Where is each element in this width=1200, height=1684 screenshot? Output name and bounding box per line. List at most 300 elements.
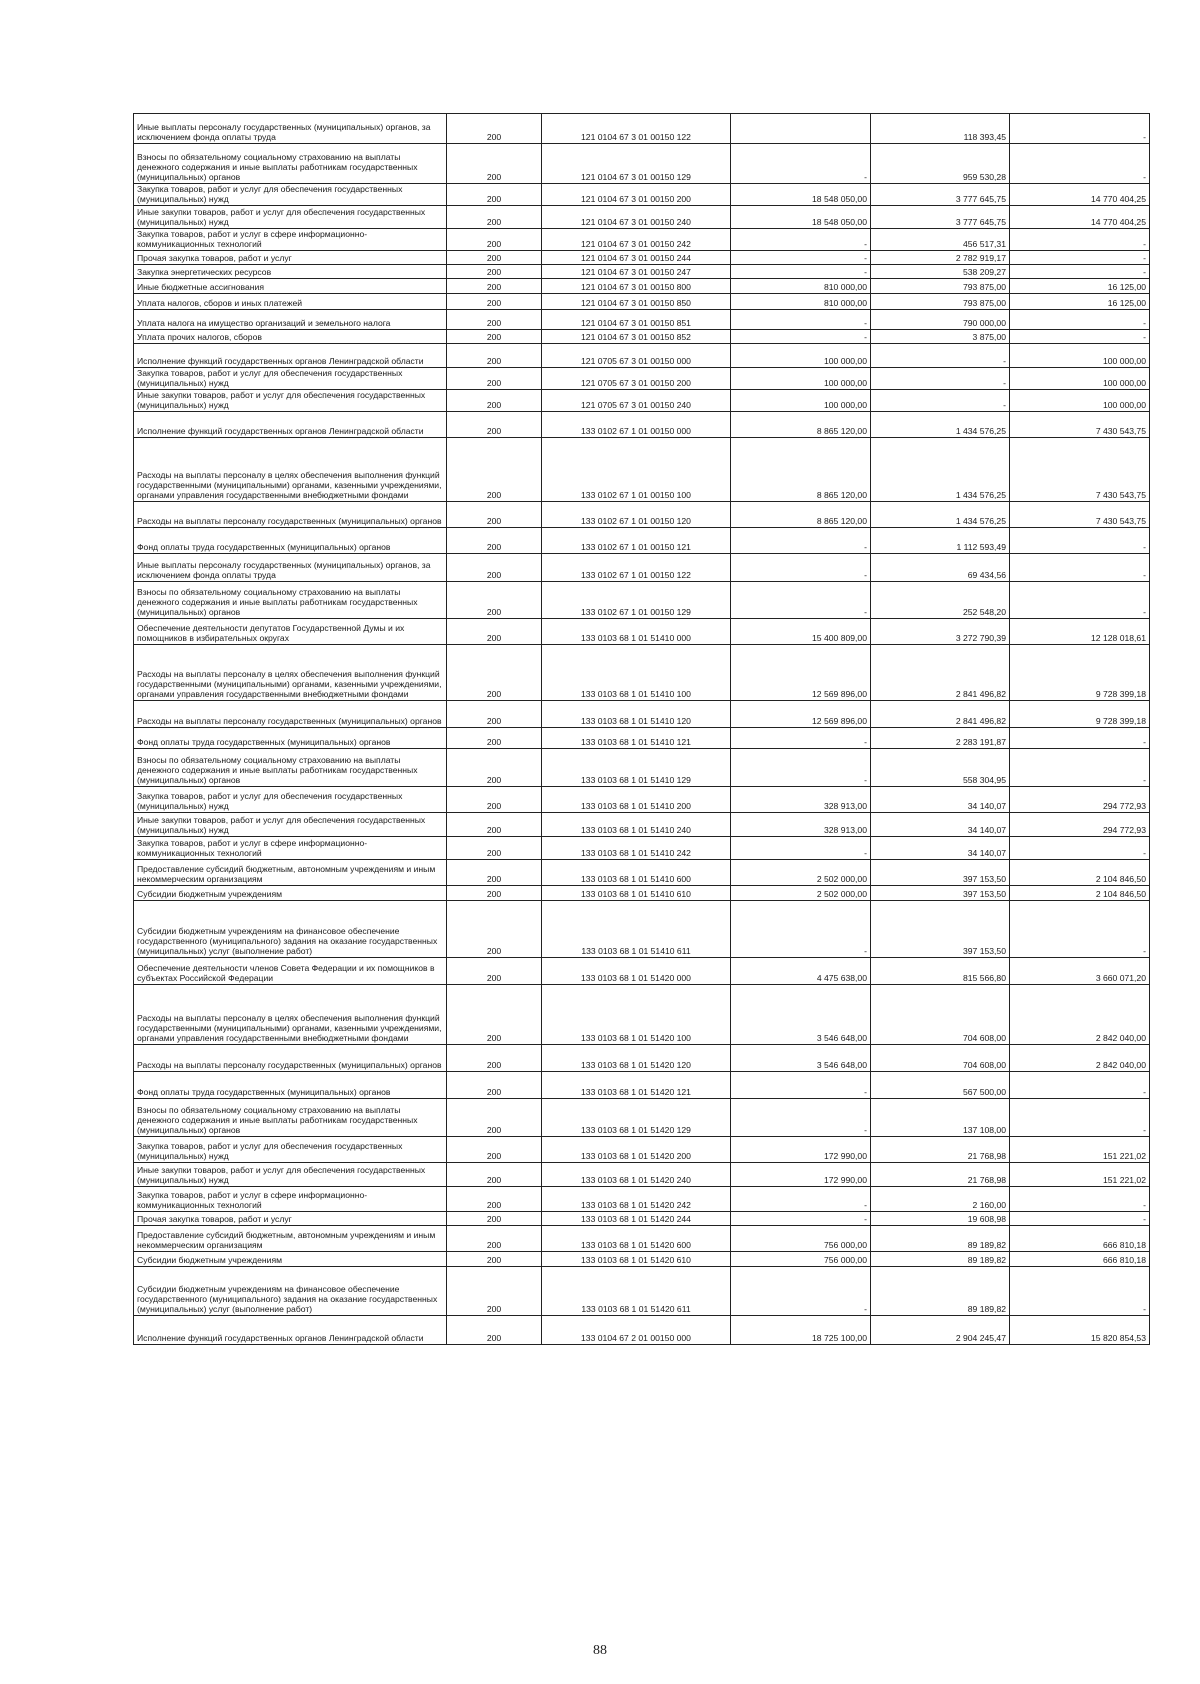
row-unexecuted-amount-text: 2 104 846,50 [1095, 889, 1146, 899]
row-line-code [447, 1137, 542, 1162]
row-executed-amount [871, 619, 1010, 644]
row-name [134, 368, 447, 389]
row-budget-code [542, 645, 731, 700]
row-line-code-text: 200 [486, 946, 502, 956]
row-executed-amount-text: 704 608,00 [962, 1060, 1006, 1070]
table-row [134, 229, 1150, 251]
row-budget-code [542, 438, 731, 501]
row-executed-amount [871, 1226, 1010, 1251]
row-executed-amount [871, 837, 1010, 859]
row-line-code-text: 200 [486, 716, 502, 726]
row-approved-amount [731, 184, 871, 205]
row-line-code-text: 200 [486, 1125, 502, 1135]
row-budget-code-text: 133 0103 68 1 01 51420 121 [581, 1087, 691, 1097]
row-unexecuted-amount [1010, 728, 1150, 748]
row-approved-amount-text: 328 913,00 [823, 801, 867, 811]
row-name-text: Взносы по обязательному социальному страхованию на выплаты денежного содержания и иные выплаты работникам государственных (муниципальных) органов [137, 1105, 418, 1135]
row-unexecuted-amount-text: 294 772,93 [1102, 825, 1146, 835]
row-budget-code-text: 133 0103 68 1 01 51410 000 [581, 633, 691, 643]
table-row [134, 528, 1150, 554]
row-approved-amount [731, 813, 871, 836]
row-executed-amount [871, 701, 1010, 727]
row-budget-code [542, 1226, 731, 1251]
row-approved-amount [731, 310, 871, 329]
row-name-text: Прочая закупка товаров, работ и услуг [137, 1214, 292, 1224]
row-budget-code-text: 121 0104 67 3 01 00150 247 [581, 267, 691, 277]
table-row [134, 813, 1150, 837]
row-unexecuted-amount-text: 151 221,02 [1102, 1151, 1146, 1161]
row-executed-amount-text: 1 112 593,49 [956, 542, 1006, 552]
row-name-text: Расходы на выплаты персоналу государственных (муниципальных) органов [137, 716, 442, 726]
row-budget-code-text: 133 0103 68 1 01 51420 610 [581, 1255, 691, 1265]
row-executed-amount [871, 813, 1010, 836]
row-line-code [447, 1226, 542, 1251]
row-budget-code [542, 368, 731, 389]
row-budget-code [542, 749, 731, 786]
row-line-code [447, 294, 542, 309]
row-name [134, 528, 447, 553]
row-unexecuted-amount [1010, 1187, 1150, 1211]
row-approved-amount-text: 810 000,00 [823, 282, 867, 292]
row-unexecuted-amount [1010, 251, 1150, 264]
row-line-code-text: 200 [486, 1304, 502, 1314]
row-unexecuted-amount [1010, 787, 1150, 812]
row-line-code [447, 1252, 542, 1266]
row-executed-amount [871, 294, 1010, 309]
row-line-code-text: 200 [486, 570, 502, 580]
row-name-text: Фонд оплаты труда государственных (муниципальных) органов [137, 1087, 391, 1097]
row-name [134, 1045, 447, 1071]
row-executed-amount-text: 21 768,98 [967, 1175, 1006, 1185]
table-row [134, 1045, 1150, 1072]
row-name [134, 1137, 447, 1162]
row-approved-amount [731, 1187, 871, 1211]
row-approved-amount [731, 554, 871, 581]
row-approved-amount-text: - [864, 1200, 867, 1210]
row-unexecuted-amount [1010, 749, 1150, 786]
row-line-code [447, 1267, 542, 1315]
row-unexecuted-amount-text: - [1143, 607, 1146, 617]
row-unexecuted-amount [1010, 344, 1150, 367]
row-executed-amount-text: 793 875,00 [962, 298, 1006, 308]
row-line-code-text: 200 [486, 239, 502, 249]
row-name [134, 206, 447, 228]
row-executed-amount-text: 2 160,00 [972, 1200, 1006, 1210]
row-budget-code [542, 1137, 731, 1162]
row-budget-code-text: 133 0102 67 1 01 00150 122 [581, 570, 691, 580]
table-row [134, 728, 1150, 749]
row-unexecuted-amount-text: 14 770 404,25 [1091, 217, 1146, 227]
row-budget-code-text: 121 0104 67 3 01 00150 242 [581, 239, 691, 249]
row-budget-code [542, 1212, 731, 1225]
row-budget-code [542, 1316, 731, 1344]
row-line-code [447, 438, 542, 501]
row-name-text: Закупка товаров, работ и услуг для обеспечения государственных (муниципальных) нужд [137, 368, 403, 388]
row-approved-amount [731, 1099, 871, 1136]
row-line-code-text: 200 [486, 400, 502, 410]
budget-execution-table [133, 113, 1150, 1345]
row-budget-code-text: 133 0103 68 1 01 51410 611 [581, 946, 691, 956]
row-executed-amount [871, 368, 1010, 389]
row-executed-amount [871, 985, 1010, 1044]
row-line-code [447, 701, 542, 727]
table-row [134, 554, 1150, 582]
row-name [134, 749, 447, 786]
row-budget-code-text: 133 0103 68 1 01 51410 120 [581, 716, 691, 726]
row-line-code [447, 787, 542, 812]
row-approved-amount-text: 810 000,00 [823, 298, 867, 308]
row-unexecuted-amount [1010, 390, 1150, 411]
table-row [134, 184, 1150, 206]
row-approved-amount [731, 144, 871, 183]
row-approved-amount-text: 100 000,00 [823, 356, 867, 366]
row-line-code-text: 200 [486, 775, 502, 785]
row-executed-amount [871, 728, 1010, 748]
row-budget-code-text: 133 0102 67 1 01 00150 121 [581, 542, 691, 552]
row-line-code-text: 200 [486, 1060, 502, 1070]
row-executed-amount-text: - [1003, 378, 1006, 388]
row-approved-amount [731, 368, 871, 389]
row-unexecuted-amount-text: 14 770 404,25 [1091, 194, 1146, 204]
row-approved-amount [731, 438, 871, 501]
row-approved-amount-text: 18 548 050,00 [812, 217, 867, 227]
row-name-text: Расходы на выплаты персоналу в целях обеспечения выполнения функций государственными (муниципальными) органами, казенными учреждениями, органами управления государственными внебюджетными фондами [137, 669, 442, 699]
row-unexecuted-amount [1010, 330, 1150, 343]
row-approved-amount [731, 958, 871, 984]
row-line-code-text: 200 [486, 426, 502, 436]
row-name-text: Иные закупки товаров, работ и услуг для обеспечения государственных (муниципальных) нужд [137, 1165, 426, 1185]
row-line-code [447, 554, 542, 581]
row-name-text: Иные выплаты персоналу государственных (муниципальных) органов, за исключением фонда оплаты труда [137, 122, 431, 142]
row-approved-amount [731, 582, 871, 618]
table-row [134, 1099, 1150, 1137]
row-budget-code-text: 121 0705 67 3 01 00150 240 [581, 400, 691, 410]
row-budget-code [542, 114, 731, 143]
row-unexecuted-amount [1010, 279, 1150, 293]
row-name [134, 837, 447, 859]
row-budget-code-text: 121 0104 67 3 01 00150 122 [581, 132, 691, 142]
row-line-code [447, 901, 542, 957]
table-row [134, 985, 1150, 1045]
row-approved-amount [731, 1226, 871, 1251]
row-unexecuted-amount-text: - [1143, 172, 1146, 182]
row-line-code-text: 200 [486, 1240, 502, 1250]
row-name [134, 1252, 447, 1266]
row-name [134, 860, 447, 885]
row-budget-code-text: 133 0103 68 1 01 51420 600 [581, 1240, 691, 1250]
table-row [134, 958, 1150, 985]
row-unexecuted-amount [1010, 229, 1150, 250]
row-line-code [447, 645, 542, 700]
row-approved-amount-text: - [864, 253, 867, 263]
row-approved-amount-text: 100 000,00 [823, 378, 867, 388]
row-unexecuted-amount-text: - [1143, 946, 1146, 956]
row-name-text: Взносы по обязательному социальному страхованию на выплаты денежного содержания и иные выплаты работникам государственных (муниципальных) органов [137, 152, 418, 182]
row-line-code [447, 619, 542, 644]
row-name [134, 310, 447, 329]
row-approved-amount [731, 985, 871, 1044]
row-executed-amount-text: 89 189,82 [967, 1304, 1006, 1314]
table-row [134, 886, 1150, 901]
row-name [134, 502, 447, 527]
row-budget-code [542, 582, 731, 618]
row-executed-amount [871, 206, 1010, 228]
row-line-code-text: 200 [486, 490, 502, 500]
row-executed-amount [871, 1187, 1010, 1211]
row-approved-amount-text: 2 502 000,00 [816, 889, 867, 899]
row-unexecuted-amount [1010, 582, 1150, 618]
row-approved-amount [731, 749, 871, 786]
row-name-text: Субсидии бюджетным учреждениям на финансовое обеспечение государственного (муниципального) задания на оказание государственных (муниципальных) услуг (выполнение работ) [137, 1284, 438, 1314]
row-executed-amount-text: 137 108,00 [962, 1125, 1006, 1135]
row-unexecuted-amount-text: - [1143, 1125, 1146, 1135]
table-row [134, 279, 1150, 294]
row-unexecuted-amount-text: - [1143, 570, 1146, 580]
row-budget-code-text: 133 0103 68 1 01 51420 000 [581, 973, 691, 983]
row-unexecuted-amount-text: 9 728 399,18 [1095, 689, 1146, 699]
row-line-code-text: 200 [486, 607, 502, 617]
row-approved-amount-text: 18 548 050,00 [812, 194, 867, 204]
row-budget-code [542, 1045, 731, 1071]
row-executed-amount [871, 184, 1010, 205]
row-line-code [447, 582, 542, 618]
row-approved-amount [731, 1072, 871, 1098]
row-budget-code-text: 133 0103 68 1 01 51420 244 [581, 1214, 691, 1224]
table-row [134, 114, 1150, 144]
table-row [134, 749, 1150, 787]
page-number: 88 [593, 1643, 607, 1658]
row-executed-amount [871, 1137, 1010, 1162]
row-approved-amount [731, 279, 871, 293]
row-line-code [447, 1187, 542, 1211]
row-approved-amount-text: - [864, 737, 867, 747]
row-unexecuted-amount-text: 100 000,00 [1102, 400, 1146, 410]
row-name [134, 787, 447, 812]
row-budget-code [542, 1163, 731, 1186]
row-executed-amount-text: 3 777 645,75 [955, 217, 1006, 227]
row-name [134, 1163, 447, 1186]
row-executed-amount-text: 3 272 790,39 [955, 633, 1006, 643]
row-executed-amount [871, 344, 1010, 367]
row-budget-code-text: 121 0104 67 3 01 00150 244 [581, 253, 691, 263]
row-executed-amount-text: 397 153,50 [962, 946, 1006, 956]
row-line-code-text: 200 [486, 737, 502, 747]
row-name [134, 554, 447, 581]
row-line-code [447, 985, 542, 1044]
row-approved-amount [731, 502, 871, 527]
row-unexecuted-amount-text: - [1143, 737, 1146, 747]
row-line-code-text: 200 [486, 217, 502, 227]
row-name-text: Иные закупки товаров, работ и услуг для обеспечения государственных (муниципальных) нужд [137, 207, 426, 227]
row-budget-code [542, 1187, 731, 1211]
row-name-text: Уплата налогов, сборов и иных платежей [137, 298, 303, 308]
row-name [134, 184, 447, 205]
row-line-code-text: 200 [486, 1175, 502, 1185]
row-approved-amount [731, 901, 871, 957]
row-approved-amount-text: 2 502 000,00 [816, 874, 867, 884]
row-line-code [447, 251, 542, 264]
row-name-text: Иные выплаты персоналу государственных (муниципальных) органов, за исключением фонда оплаты труда [137, 560, 431, 580]
row-unexecuted-amount [1010, 206, 1150, 228]
row-budget-code-text: 133 0102 67 1 01 00150 000 [581, 426, 691, 436]
row-budget-code-text: 133 0103 68 1 01 51420 200 [581, 1151, 691, 1161]
row-executed-amount-text: 456 517,31 [962, 239, 1006, 249]
row-unexecuted-amount-text: 7 430 543,75 [1095, 426, 1146, 436]
row-executed-amount [871, 860, 1010, 885]
row-name-text: Взносы по обязательному социальному страхованию на выплаты денежного содержания и иные выплаты работникам государственных (муниципальных) органов [137, 755, 418, 785]
row-name [134, 1226, 447, 1251]
row-line-code [447, 344, 542, 367]
row-budget-code [542, 958, 731, 984]
row-unexecuted-amount [1010, 645, 1150, 700]
row-approved-amount-text: - [864, 1125, 867, 1135]
row-line-code [447, 1099, 542, 1136]
row-budget-code-text: 121 0104 67 3 01 00150 800 [581, 282, 691, 292]
table-row [134, 1212, 1150, 1226]
row-name [134, 1099, 447, 1136]
row-unexecuted-amount-text: 151 221,02 [1102, 1175, 1146, 1185]
row-line-code [447, 502, 542, 527]
row-unexecuted-amount-text: 16 125,00 [1107, 298, 1146, 308]
row-unexecuted-amount-text: 7 430 543,75 [1095, 490, 1146, 500]
row-executed-amount-text: 89 189,82 [967, 1240, 1006, 1250]
row-approved-amount-text: 8 865 120,00 [816, 426, 867, 436]
row-budget-code-text: 133 0103 68 1 01 51420 120 [581, 1060, 691, 1070]
row-budget-code [542, 528, 731, 553]
row-line-code-text: 200 [486, 689, 502, 699]
row-approved-amount [731, 728, 871, 748]
row-unexecuted-amount [1010, 958, 1150, 984]
row-line-code [447, 1045, 542, 1071]
row-line-code-text: 200 [486, 889, 502, 899]
row-approved-amount-text: - [864, 332, 867, 342]
row-executed-amount [871, 251, 1010, 264]
row-executed-amount-text: 790 000,00 [962, 318, 1006, 328]
row-budget-code [542, 901, 731, 957]
row-line-code [447, 144, 542, 183]
row-budget-code-text: 121 0104 67 3 01 00150 852 [581, 332, 691, 342]
row-unexecuted-amount-text: 666 810,18 [1102, 1240, 1146, 1250]
row-budget-code-text: 133 0103 68 1 01 51410 200 [581, 801, 691, 811]
row-approved-amount-text: - [864, 172, 867, 182]
row-unexecuted-amount-text: 15 820 854,53 [1091, 1333, 1146, 1343]
row-approved-amount-text: - [864, 318, 867, 328]
row-unexecuted-amount [1010, 184, 1150, 205]
row-approved-amount [731, 1316, 871, 1344]
row-name [134, 958, 447, 984]
row-executed-amount [871, 310, 1010, 329]
row-unexecuted-amount-text: - [1143, 1304, 1146, 1314]
row-name-text: Исполнение функций государственных органов Ленинградской области [137, 356, 424, 366]
row-executed-amount [871, 1316, 1010, 1344]
row-unexecuted-amount-text: 12 128 018,61 [1091, 633, 1146, 643]
row-executed-amount-text: 2 841 496,82 [955, 689, 1006, 699]
row-budget-code [542, 310, 731, 329]
row-executed-amount-text: 558 304,95 [962, 775, 1006, 785]
row-name-text: Исполнение функций государственных органов Ленинградской области [137, 426, 424, 436]
row-unexecuted-amount-text: 2 842 040,00 [1095, 1060, 1146, 1070]
row-name [134, 1212, 447, 1225]
row-unexecuted-amount [1010, 1252, 1150, 1266]
row-line-code [447, 330, 542, 343]
row-approved-amount [731, 1267, 871, 1315]
row-budget-code-text: 121 0104 67 3 01 00150 851 [581, 318, 691, 328]
row-executed-amount [871, 1267, 1010, 1315]
row-name [134, 114, 447, 143]
row-budget-code-text: 133 0102 67 1 01 00150 100 [581, 490, 691, 500]
row-budget-code-text: 133 0103 68 1 01 51410 242 [581, 848, 691, 858]
row-executed-amount-text: 118 393,45 [963, 132, 1006, 142]
table-row [134, 206, 1150, 229]
row-line-code [447, 184, 542, 205]
row-line-code-text: 200 [486, 356, 502, 366]
row-line-code [447, 958, 542, 984]
row-line-code [447, 368, 542, 389]
row-line-code-text: 200 [486, 318, 502, 328]
row-budget-code [542, 229, 731, 250]
row-approved-amount [731, 114, 871, 143]
row-line-code [447, 1163, 542, 1186]
row-executed-amount [871, 229, 1010, 250]
row-budget-code-text: 121 0104 67 3 01 00150 240 [581, 217, 691, 227]
row-name-text: Закупка товаров, работ и услуг для обеспечения государственных (муниципальных) нужд [137, 791, 403, 811]
row-line-code [447, 279, 542, 293]
row-unexecuted-amount [1010, 265, 1150, 278]
row-name [134, 728, 447, 748]
row-line-code-text: 200 [486, 172, 502, 182]
row-unexecuted-amount [1010, 860, 1150, 885]
table-row [134, 1163, 1150, 1187]
row-name-text: Исполнение функций государственных органов Ленинградской области [137, 1333, 424, 1343]
row-unexecuted-amount-text: - [1143, 1214, 1146, 1224]
row-approved-amount-text: 756 000,00 [823, 1240, 867, 1250]
row-budget-code [542, 330, 731, 343]
row-name [134, 412, 447, 437]
row-executed-amount-text: 89 189,82 [967, 1255, 1006, 1265]
row-name-text: Расходы на выплаты персоналу государственных (муниципальных) органов [137, 516, 442, 526]
row-name-text: Субсидии бюджетным учреждениям [137, 1255, 283, 1265]
row-name-text: Иные закупки товаров, работ и услуг для обеспечения государственных (муниципальных) нужд [137, 390, 426, 410]
row-name [134, 251, 447, 264]
row-budget-code [542, 279, 731, 293]
row-approved-amount [731, 645, 871, 700]
row-approved-amount [731, 330, 871, 343]
row-name-text: Прочая закупка товаров, работ и услуг [137, 253, 292, 263]
row-approved-amount [731, 837, 871, 859]
row-executed-amount [871, 1212, 1010, 1225]
row-unexecuted-amount [1010, 294, 1150, 309]
row-name-text: Уплата прочих налогов, сборов [137, 332, 262, 342]
row-unexecuted-amount [1010, 813, 1150, 836]
row-executed-amount-text: 3 875,00 [972, 332, 1006, 342]
row-budget-code-text: 121 0104 67 3 01 00150 200 [581, 194, 691, 204]
table-row [134, 344, 1150, 368]
row-line-code-text: 200 [486, 633, 502, 643]
row-unexecuted-amount [1010, 310, 1150, 329]
row-budget-code [542, 985, 731, 1044]
row-line-code [447, 1072, 542, 1098]
row-line-code [447, 114, 542, 143]
row-budget-code-text: 133 0103 68 1 01 51410 610 [581, 889, 691, 899]
row-budget-code [542, 787, 731, 812]
row-approved-amount-text: - [864, 775, 867, 785]
row-line-code [447, 728, 542, 748]
row-name [134, 144, 447, 183]
row-budget-code [542, 265, 731, 278]
row-approved-amount-text: - [864, 542, 867, 552]
row-approved-amount-text: 328 913,00 [823, 825, 867, 835]
row-executed-amount [871, 554, 1010, 581]
